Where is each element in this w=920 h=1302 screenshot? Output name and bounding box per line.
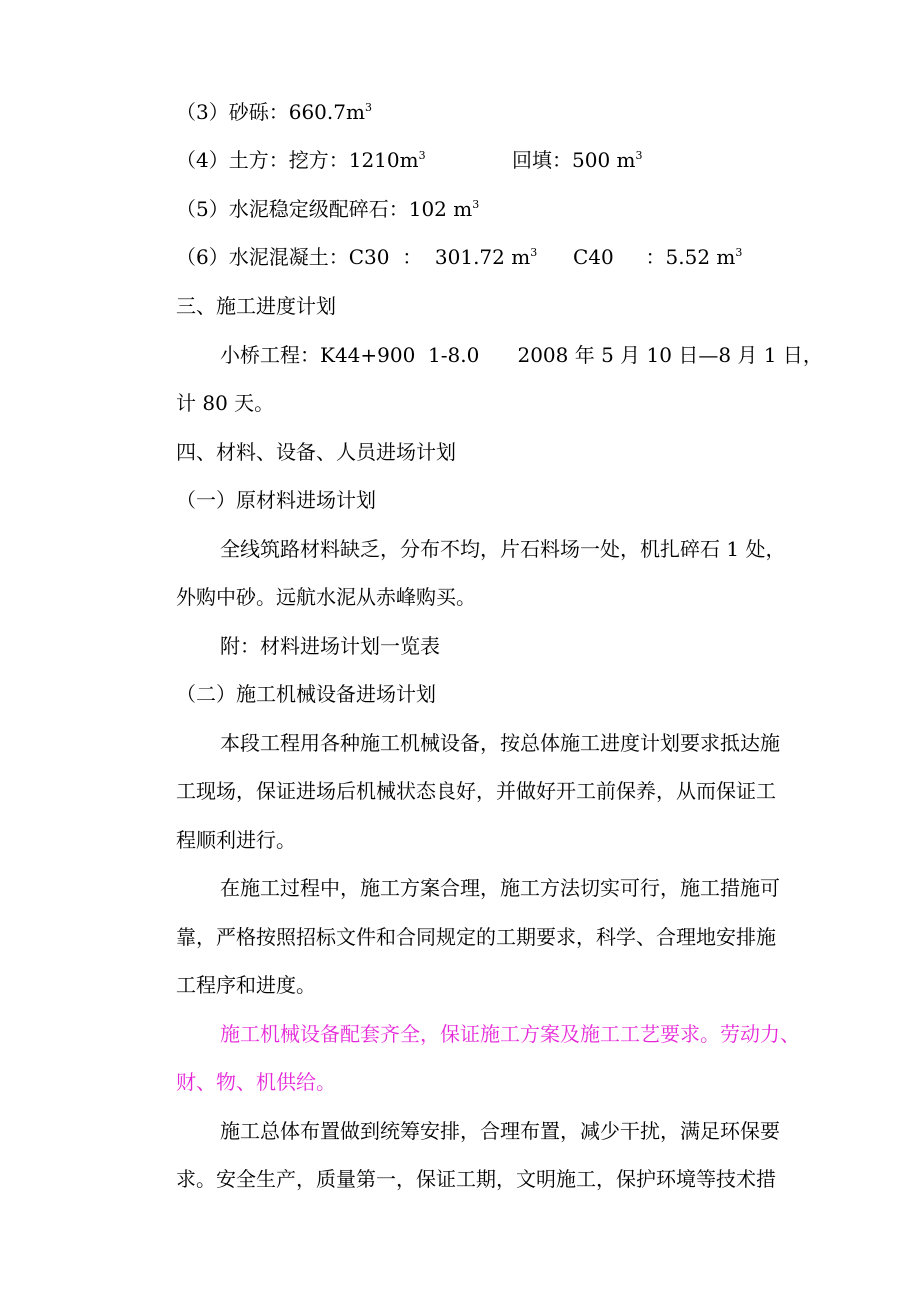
highlighted-paragraph-line: 财、物、机供给。 — [176, 1070, 336, 1094]
subheading-equipment: （二）施工机械设备进场计划 — [176, 682, 436, 706]
item-text: （6）水泥混凝土：C30 ： 301.72 m — [176, 245, 531, 269]
item-earthwork-fill — [512, 148, 643, 172]
item-text: 回填：500 m — [512, 148, 636, 172]
unit-superscript: 3 — [418, 149, 426, 162]
unit-superscript: 3 — [364, 101, 372, 114]
item-concrete — [176, 245, 537, 269]
highlighted-paragraph-line: 施工机械设备配套齐全，保证施工方案及施工工艺要求。劳动力、 — [220, 1022, 800, 1046]
paragraph-line: 工程序和进度。 — [176, 973, 316, 997]
paragraph-line: 工现场，保证进场后机械状态良好，并做好开工前保养，从而保证工 — [176, 779, 776, 803]
schedule-line: 小桥工程：K44+900 1-8.0 2008 年 5 月 10 日—8 月 1 日， — [220, 343, 823, 367]
unit-superscript: 3 — [635, 149, 643, 162]
item-text: C40 ：5.52 m — [573, 245, 736, 269]
paragraph-line: 施工总体布置做到统筹安排，合理布置，减少干扰，满足环保要 — [220, 1119, 780, 1143]
paragraph-line: 本段工程用各种施工机械设备，按总体施工进度计划要求抵达施 — [220, 731, 780, 755]
subheading-materials: （一）原材料进场计划 — [176, 488, 376, 512]
item-text: （3）砂砾：660.7m — [176, 100, 365, 124]
paragraph-line: 在施工过程中，施工方案合理，施工方法切实可行，施工措施可 — [220, 876, 780, 900]
unit-superscript: 3 — [530, 246, 538, 259]
item-concrete-c40 — [573, 245, 742, 269]
paragraph-line: 程顺利进行。 — [176, 828, 296, 852]
unit-superscript: 3 — [735, 246, 743, 259]
item-text: （4）土方：挖方：1210m — [176, 148, 419, 172]
section-heading-schedule: 三、施工进度计划 — [176, 294, 336, 318]
item-earthwork — [176, 148, 426, 172]
unit-superscript: 3 — [472, 198, 480, 211]
item-cement-gravel — [176, 197, 479, 221]
paragraph-line: 求。安全生产，质量第一，保证工期，文明施工，保护环境等技术措 — [176, 1167, 776, 1191]
paragraph-line: 外购中砂。远航水泥从赤峰购买。 — [176, 585, 476, 609]
paragraph-line: 全线筑路材料缺乏，分布不均，片石料场一处，机扎碎石 1 处， — [220, 537, 786, 561]
section-heading-entry-plan: 四、材料、设备、人员进场计划 — [176, 440, 456, 464]
item-text: （5）水泥稳定级配碎石：102 m — [176, 197, 473, 221]
schedule-line: 计 80 天。 — [176, 391, 275, 415]
paragraph-line: 靠，严格按照招标文件和合同规定的工期要求，科学、合理地安排施 — [176, 925, 776, 949]
item-sand-gravel — [176, 100, 372, 124]
attachment-note: 附：材料进场计划一览表 — [220, 634, 440, 658]
